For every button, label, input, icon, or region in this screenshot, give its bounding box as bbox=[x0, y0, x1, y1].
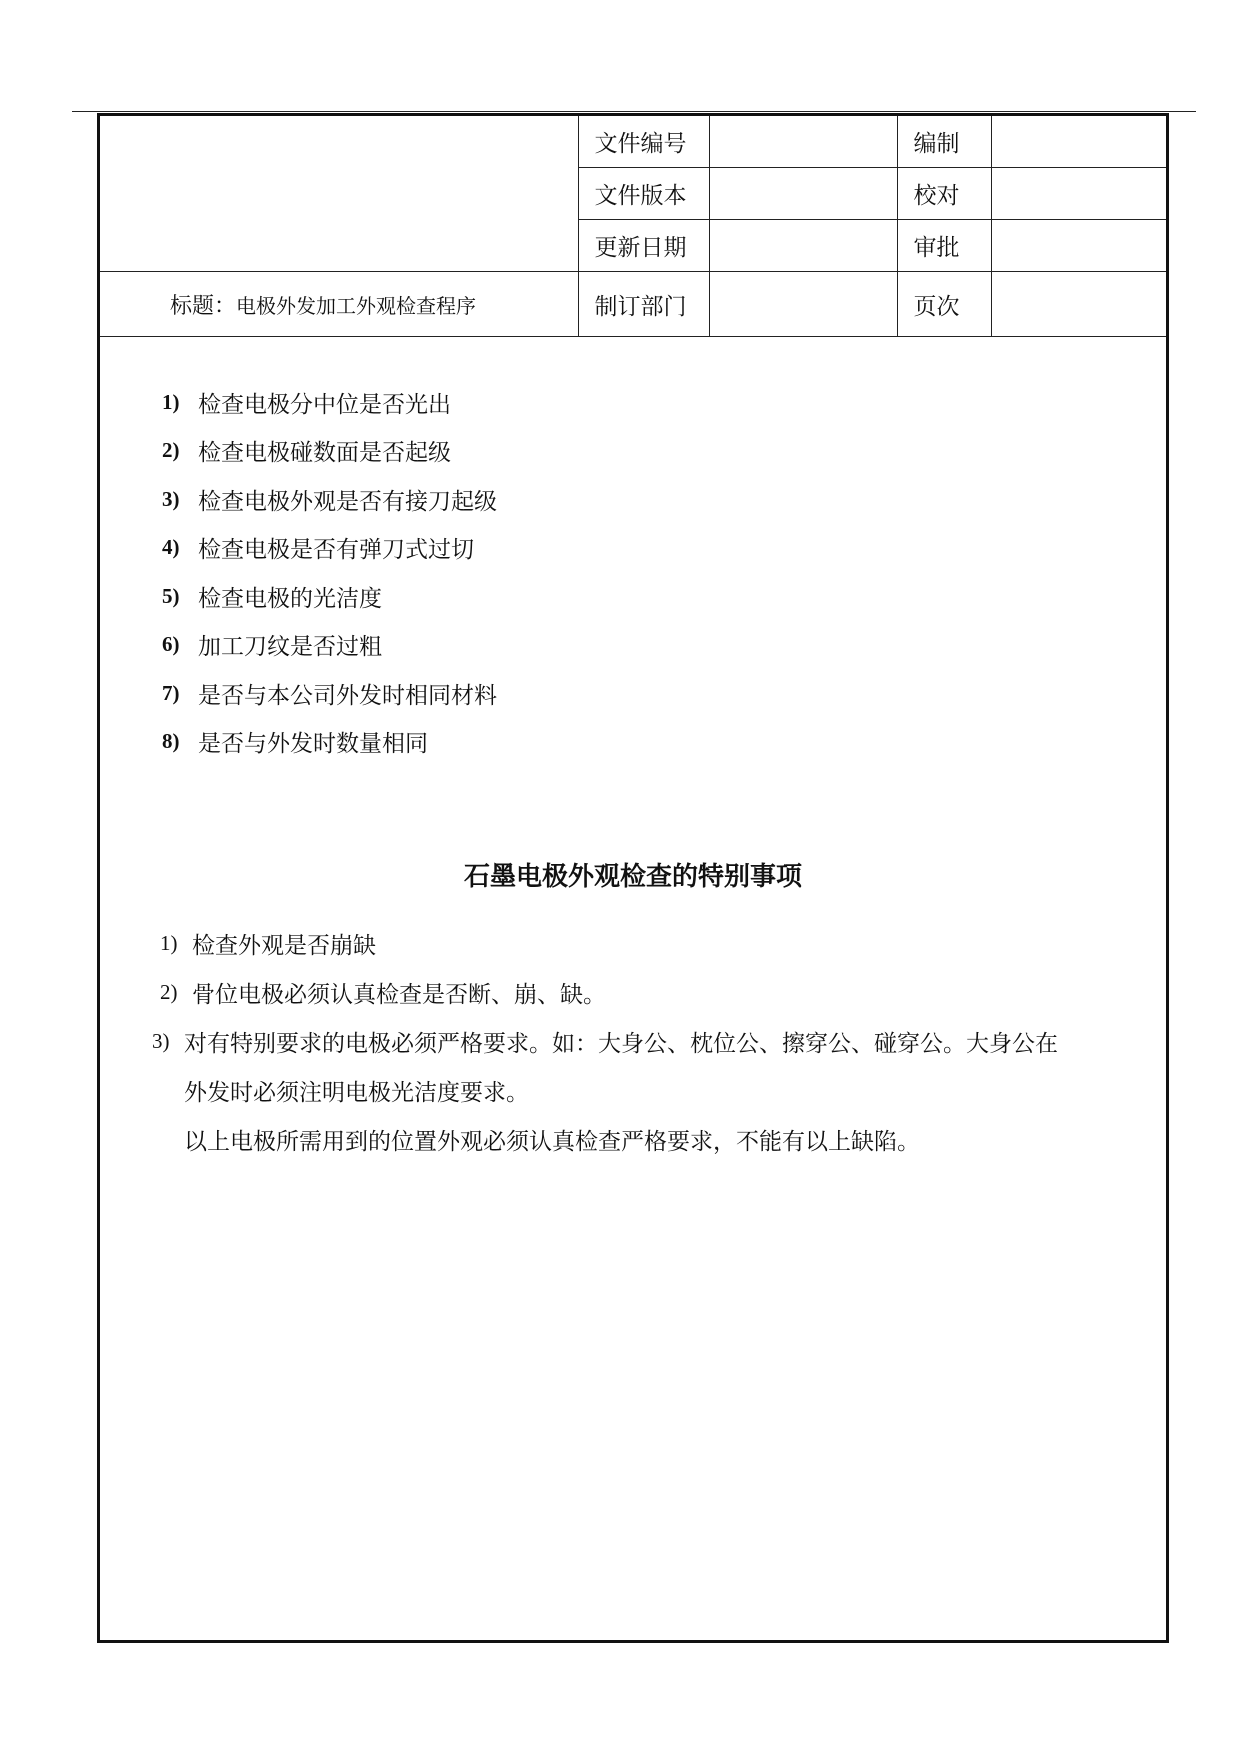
department-label: 制订部门 bbox=[578, 272, 709, 337]
prepared-by-label: 编制 bbox=[897, 116, 991, 168]
title-label: 标题： bbox=[170, 293, 237, 319]
list-item: 3) 对有特别要求的电极必须严格要求。如：大身公、枕位公、擦穿公、碰穿公。大身公在 bbox=[152, 1029, 1058, 1057]
list-item: 7) 是否与本公司外发时相同材料 bbox=[162, 680, 497, 709]
approved-by-label: 审批 bbox=[897, 220, 991, 272]
approved-by-value bbox=[991, 220, 1166, 272]
closing-note: 以上电极所需用到的位置外观必须认真检查严格要求，不能有以上缺陷。 bbox=[184, 1129, 920, 1155]
page-label: 页次 bbox=[897, 272, 991, 337]
document-title: 电极外发加工外观检查程序 bbox=[236, 293, 477, 318]
list-item: 2) 检查电极碰数面是否起级 bbox=[162, 438, 451, 467]
inspection-checklist bbox=[162, 378, 497, 766]
file-version-label: 文件版本 bbox=[578, 168, 709, 220]
list-item-continuation: 外发时必须注明电极光洁度要求。 bbox=[184, 1080, 529, 1106]
document-frame bbox=[97, 113, 1169, 1643]
list-item: 1) 检查电极分中位是否光出 bbox=[162, 389, 451, 418]
file-number-label: 文件编号 bbox=[578, 116, 709, 168]
header-blank-cell bbox=[100, 116, 578, 272]
list-item: 2) 骨位电极必须认真检查是否断、崩、缺。 bbox=[160, 980, 606, 1008]
checked-by-label: 校对 bbox=[897, 168, 991, 220]
file-version-value bbox=[709, 168, 897, 220]
page-value bbox=[991, 272, 1166, 337]
header-rule bbox=[72, 111, 1196, 112]
list-item: 1) 检查外观是否崩缺 bbox=[160, 931, 376, 959]
document-header-table bbox=[100, 116, 1166, 337]
list-item: 3) 检查电极外观是否有接刀起级 bbox=[162, 486, 497, 515]
update-date-label: 更新日期 bbox=[578, 220, 709, 272]
file-number-value bbox=[709, 116, 897, 168]
list-item: 6) 加工刀纹是否过粗 bbox=[162, 632, 382, 661]
document-title-cell bbox=[100, 272, 578, 337]
list-item: 8) 是否与外发时数量相同 bbox=[162, 729, 428, 758]
special-items-heading: 石墨电极外观检查的特别事项 bbox=[463, 862, 802, 892]
prepared-by-value bbox=[991, 116, 1166, 168]
special-items-list bbox=[152, 919, 1136, 1164]
update-date-value bbox=[709, 220, 897, 272]
list-item: 4) 检查电极是否有弹刀式过切 bbox=[162, 535, 474, 564]
list-item: 5) 检查电极的光洁度 bbox=[162, 583, 382, 612]
department-value bbox=[709, 272, 897, 337]
checked-by-value bbox=[991, 168, 1166, 220]
